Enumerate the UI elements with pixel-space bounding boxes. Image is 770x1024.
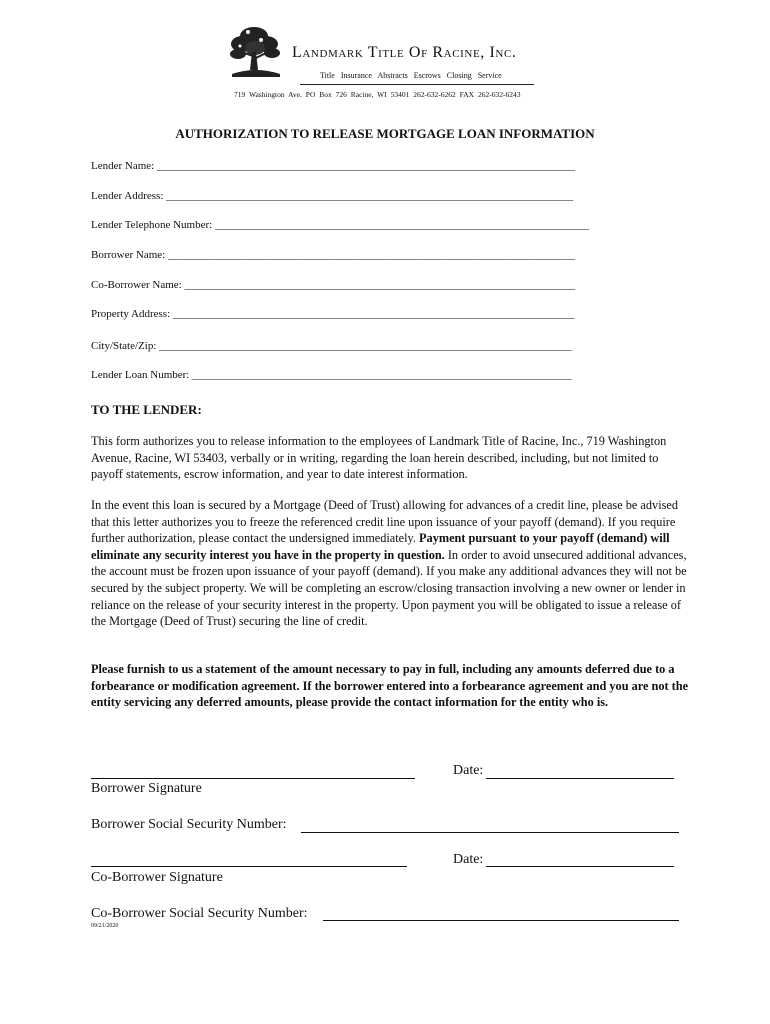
coborrower-ssn-line[interactable] [323, 920, 679, 921]
borrower-ssn-line[interactable] [301, 832, 679, 833]
lender-name-field[interactable]: Lender Name: ____________________________________________________________________________ [91, 160, 575, 172]
authorization-paragraph: This form authorizes you to release information to the employees of Landmark Title of Racine, Inc., 719 Washington Avenue, Racine, WI 53403, verbally or in writing, regarding the loan herein described, including, but not limited to payoff statements, escrow information, and year to date interest information. [91, 434, 667, 482]
coborrower-name-field[interactable]: Co-Borrower Name: _______________________________________________________________________ [91, 279, 575, 291]
city-state-zip-field[interactable]: City/State/Zip: ___________________________________________________________________________ [91, 340, 572, 352]
coborrower-date-line[interactable] [486, 866, 674, 867]
credit-line-bold-text: Payment pursuant to your payoff (demand) will eliminate any security interest you have in the property in question. [91, 531, 670, 562]
borrower-date-label: Date: [453, 763, 484, 778]
coborrower-signature-line[interactable] [91, 866, 407, 867]
credit-line-text-2: In order to avoid unsecured additional advances, the account must be frozen upon issuance of your payoff (demand). If you make any additional advances they will not be secured by the subject property. We will be completing an escrow/closing transaction involving a new owner or lender in reliance on the release of your security interest in the property. Upon payment you will be obligated to issue a release of the Mortgage (Deed of Trust) securing the line of credit. [91, 547, 687, 629]
lender-address-field[interactable]: Lender Address: __________________________________________________________________________ [91, 190, 574, 202]
credit-line-paragraph [91, 497, 691, 630]
borrower-date-line[interactable] [486, 778, 674, 779]
borrower-signature-label: Borrower Signature [91, 781, 202, 796]
tree-logo-icon [228, 22, 284, 80]
company-name: Landmark Title Of Racine, Inc. [292, 44, 517, 61]
lender-telephone-field[interactable]: Lender Telephone Number: ____________________________________________________________________ [91, 219, 589, 231]
lender-loan-number-field[interactable]: Lender Loan Number: _____________________________________________________________________ [91, 369, 572, 381]
property-address-field[interactable]: Property Address: _________________________________________________________________________ [91, 308, 575, 320]
document-title: AUTHORIZATION TO RELEASE MORTGAGE LOAN INFORMATION [175, 126, 595, 141]
company-address: 719 Washington Ave. PO Box 726 Racine, WI 53401 262-632-6262 FAX 262-632-6243 [234, 90, 521, 99]
coborrower-signature-label: Co-Borrower Signature [91, 870, 223, 885]
letterhead-divider [300, 84, 534, 85]
borrower-name-field[interactable]: Borrower Name: __________________________________________________________________________ [91, 249, 575, 261]
payoff-request-paragraph: Please furnish to us a statement of the amount necessary to pay in full, including any amounts deferred due to a forbearance or modification agreement. If the borrower entered into a forbearance agreement and you are not the entity servicing any deferred amounts, please provide the contact information for the entity who is. [91, 662, 689, 710]
company-services: Title Insurance Abstracts Escrows Closing Service [320, 71, 502, 80]
credit-line-text-1: In the event this loan is secured by a Mortgage (Deed of Trust) allowing for advances of a credit line, please be advised that this letter authorizes you to freeze the referenced credit line upon issuance of your payoff (demand). If you require further authorization, please contact the undersigned immediately. [91, 498, 678, 546]
coborrower-date-label: Date: [453, 852, 484, 867]
borrower-ssn-label: Borrower Social Security Number: [91, 817, 287, 832]
coborrower-ssn-label: Co-Borrower Social Security Number: [91, 906, 308, 921]
form-revision-date: 09/21/2020 [91, 923, 119, 929]
borrower-signature-line[interactable] [91, 778, 415, 779]
section-heading: TO THE LENDER: [91, 402, 202, 417]
